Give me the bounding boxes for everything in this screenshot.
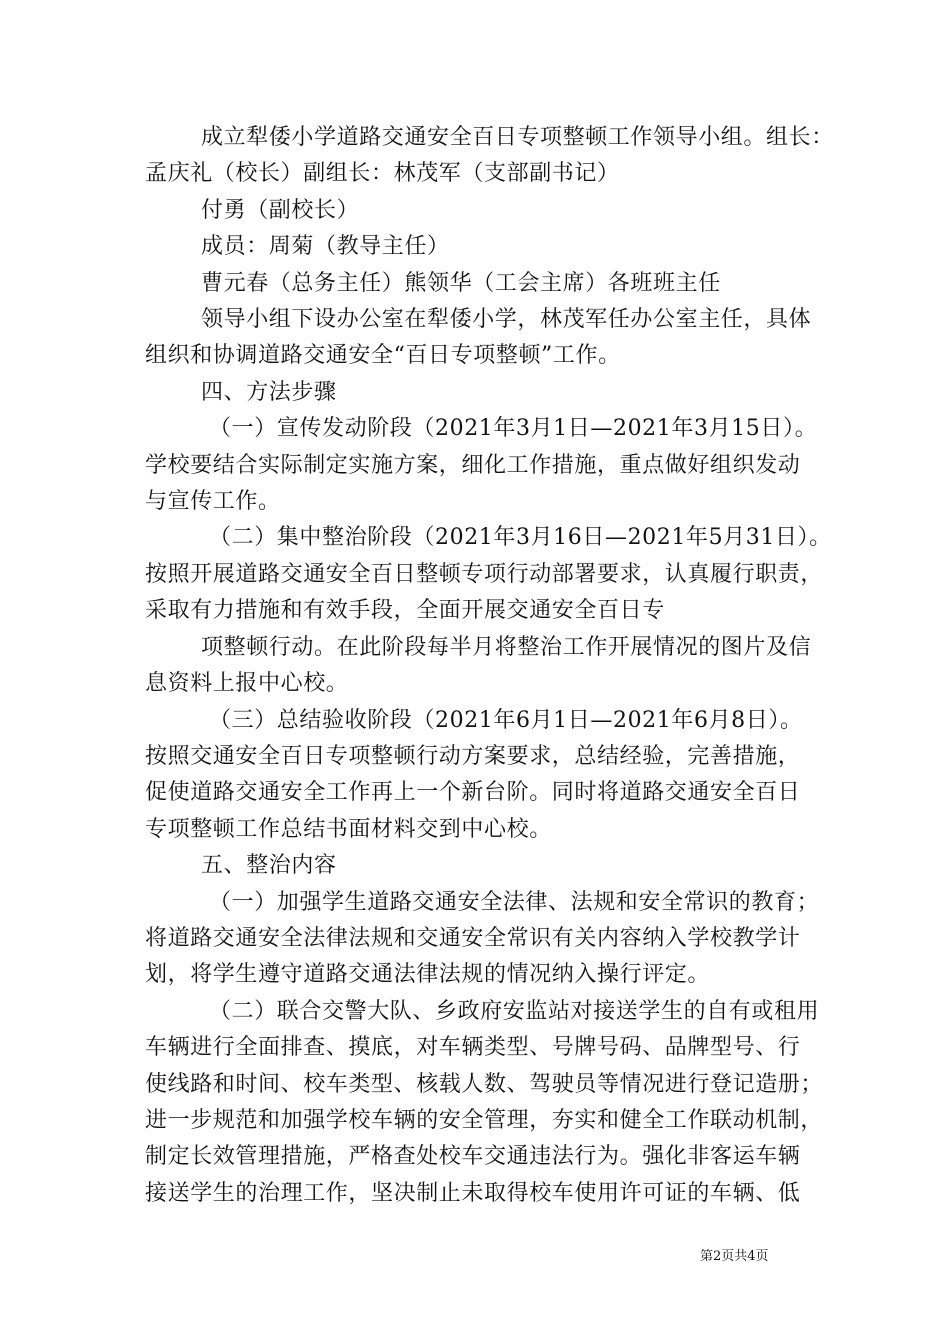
text-line: 按照开展道路交通安全百日整顿专项行动部署要求，认真履行职责， xyxy=(145,561,824,587)
text-line: （一）加强学生道路交通安全法律、法规和安全常识的教育； xyxy=(209,889,820,915)
text-line: 进一步规范和加强学校车辆的安全管理，夯实和健全工作联动机制， xyxy=(145,1107,824,1133)
text-line: 五、整治内容 xyxy=(201,853,337,879)
text-line: 孟庆礼（校长）副组长：林茂军（支部副书记） xyxy=(145,161,620,187)
document-body xyxy=(145,120,834,1212)
text-line: 四、方法步骤 xyxy=(201,379,337,405)
text-line: 项整顿行动。在此阶段每半月将整治工作开展情况的图片及信 xyxy=(201,634,812,660)
text-line: 组织和协调道路交通安全“百日专项整顿”工作。 xyxy=(145,343,621,369)
text-line: 息资料上报中心校。 xyxy=(145,671,349,697)
text-line: 按照交通安全百日专项整顿行动方案要求，总结经验，完善措施， xyxy=(145,743,801,769)
text-line: 学校要结合实际制定实施方案，细化工作措施，重点做好组织发动 xyxy=(145,452,801,478)
text-line: 将道路交通安全法律法规和交通安全常识有关内容纳入学校教学计 xyxy=(145,925,801,951)
text-line: （三）总结验收阶段（2021年6月1日—2021年6月8日）。 xyxy=(209,707,803,733)
text-line: （二）集中整治阶段（2021年3月16日—2021年5月31日）。 xyxy=(209,525,832,551)
text-line: 促使道路交通安全工作再上一个新台阶。同时将道路交通安全百日 xyxy=(145,780,801,806)
page-number: 第2页共4页 xyxy=(700,1249,769,1264)
text-line: 成立犁倭小学道路交通安全百日专项整顿工作领导小组。组长： xyxy=(201,125,834,150)
text-line: （一）宣传发动阶段（2021年3月1日—2021年3月15日）。 xyxy=(209,416,818,442)
text-line: 与宣传工作。 xyxy=(145,489,281,515)
text-line: 曹元春（总务主任）熊领华（工会主席）各班班主任 xyxy=(201,270,721,296)
text-line: 车辆进行全面排查、摸底，对车辆类型、号牌号码、品牌型号、行 xyxy=(145,1035,801,1061)
text-line: 接送学生的治理工作，坚决制止未取得校车使用许可证的车辆、低 xyxy=(145,1180,801,1206)
text-line: 制定长效管理措施，严格查处校车交通违法行为。强化非客运车辆 xyxy=(145,1144,801,1170)
text-line: 划，将学生遵守道路交通法律法规的情况纳入操行评定。 xyxy=(145,962,711,988)
text-line: 领导小组下设办公室在犁倭小学，林茂军任办公室主任，具体 xyxy=(201,307,812,333)
text-line: 付勇（副校长） xyxy=(201,197,360,223)
text-line: 成员：周菊（教导主任） xyxy=(201,234,450,260)
text-line: （二）联合交警大队、乡政府安监站对接送学生的自有或租用 xyxy=(209,998,820,1024)
text-line: 采取有力措施和有效手段，全面开展交通安全百日专 xyxy=(145,598,665,624)
text-line: 专项整顿工作总结书面材料交到中心校。 xyxy=(145,816,552,842)
text-line: 使线路和时间、校车类型、核载人数、驾驶员等情况进行登记造册； xyxy=(145,1071,824,1097)
